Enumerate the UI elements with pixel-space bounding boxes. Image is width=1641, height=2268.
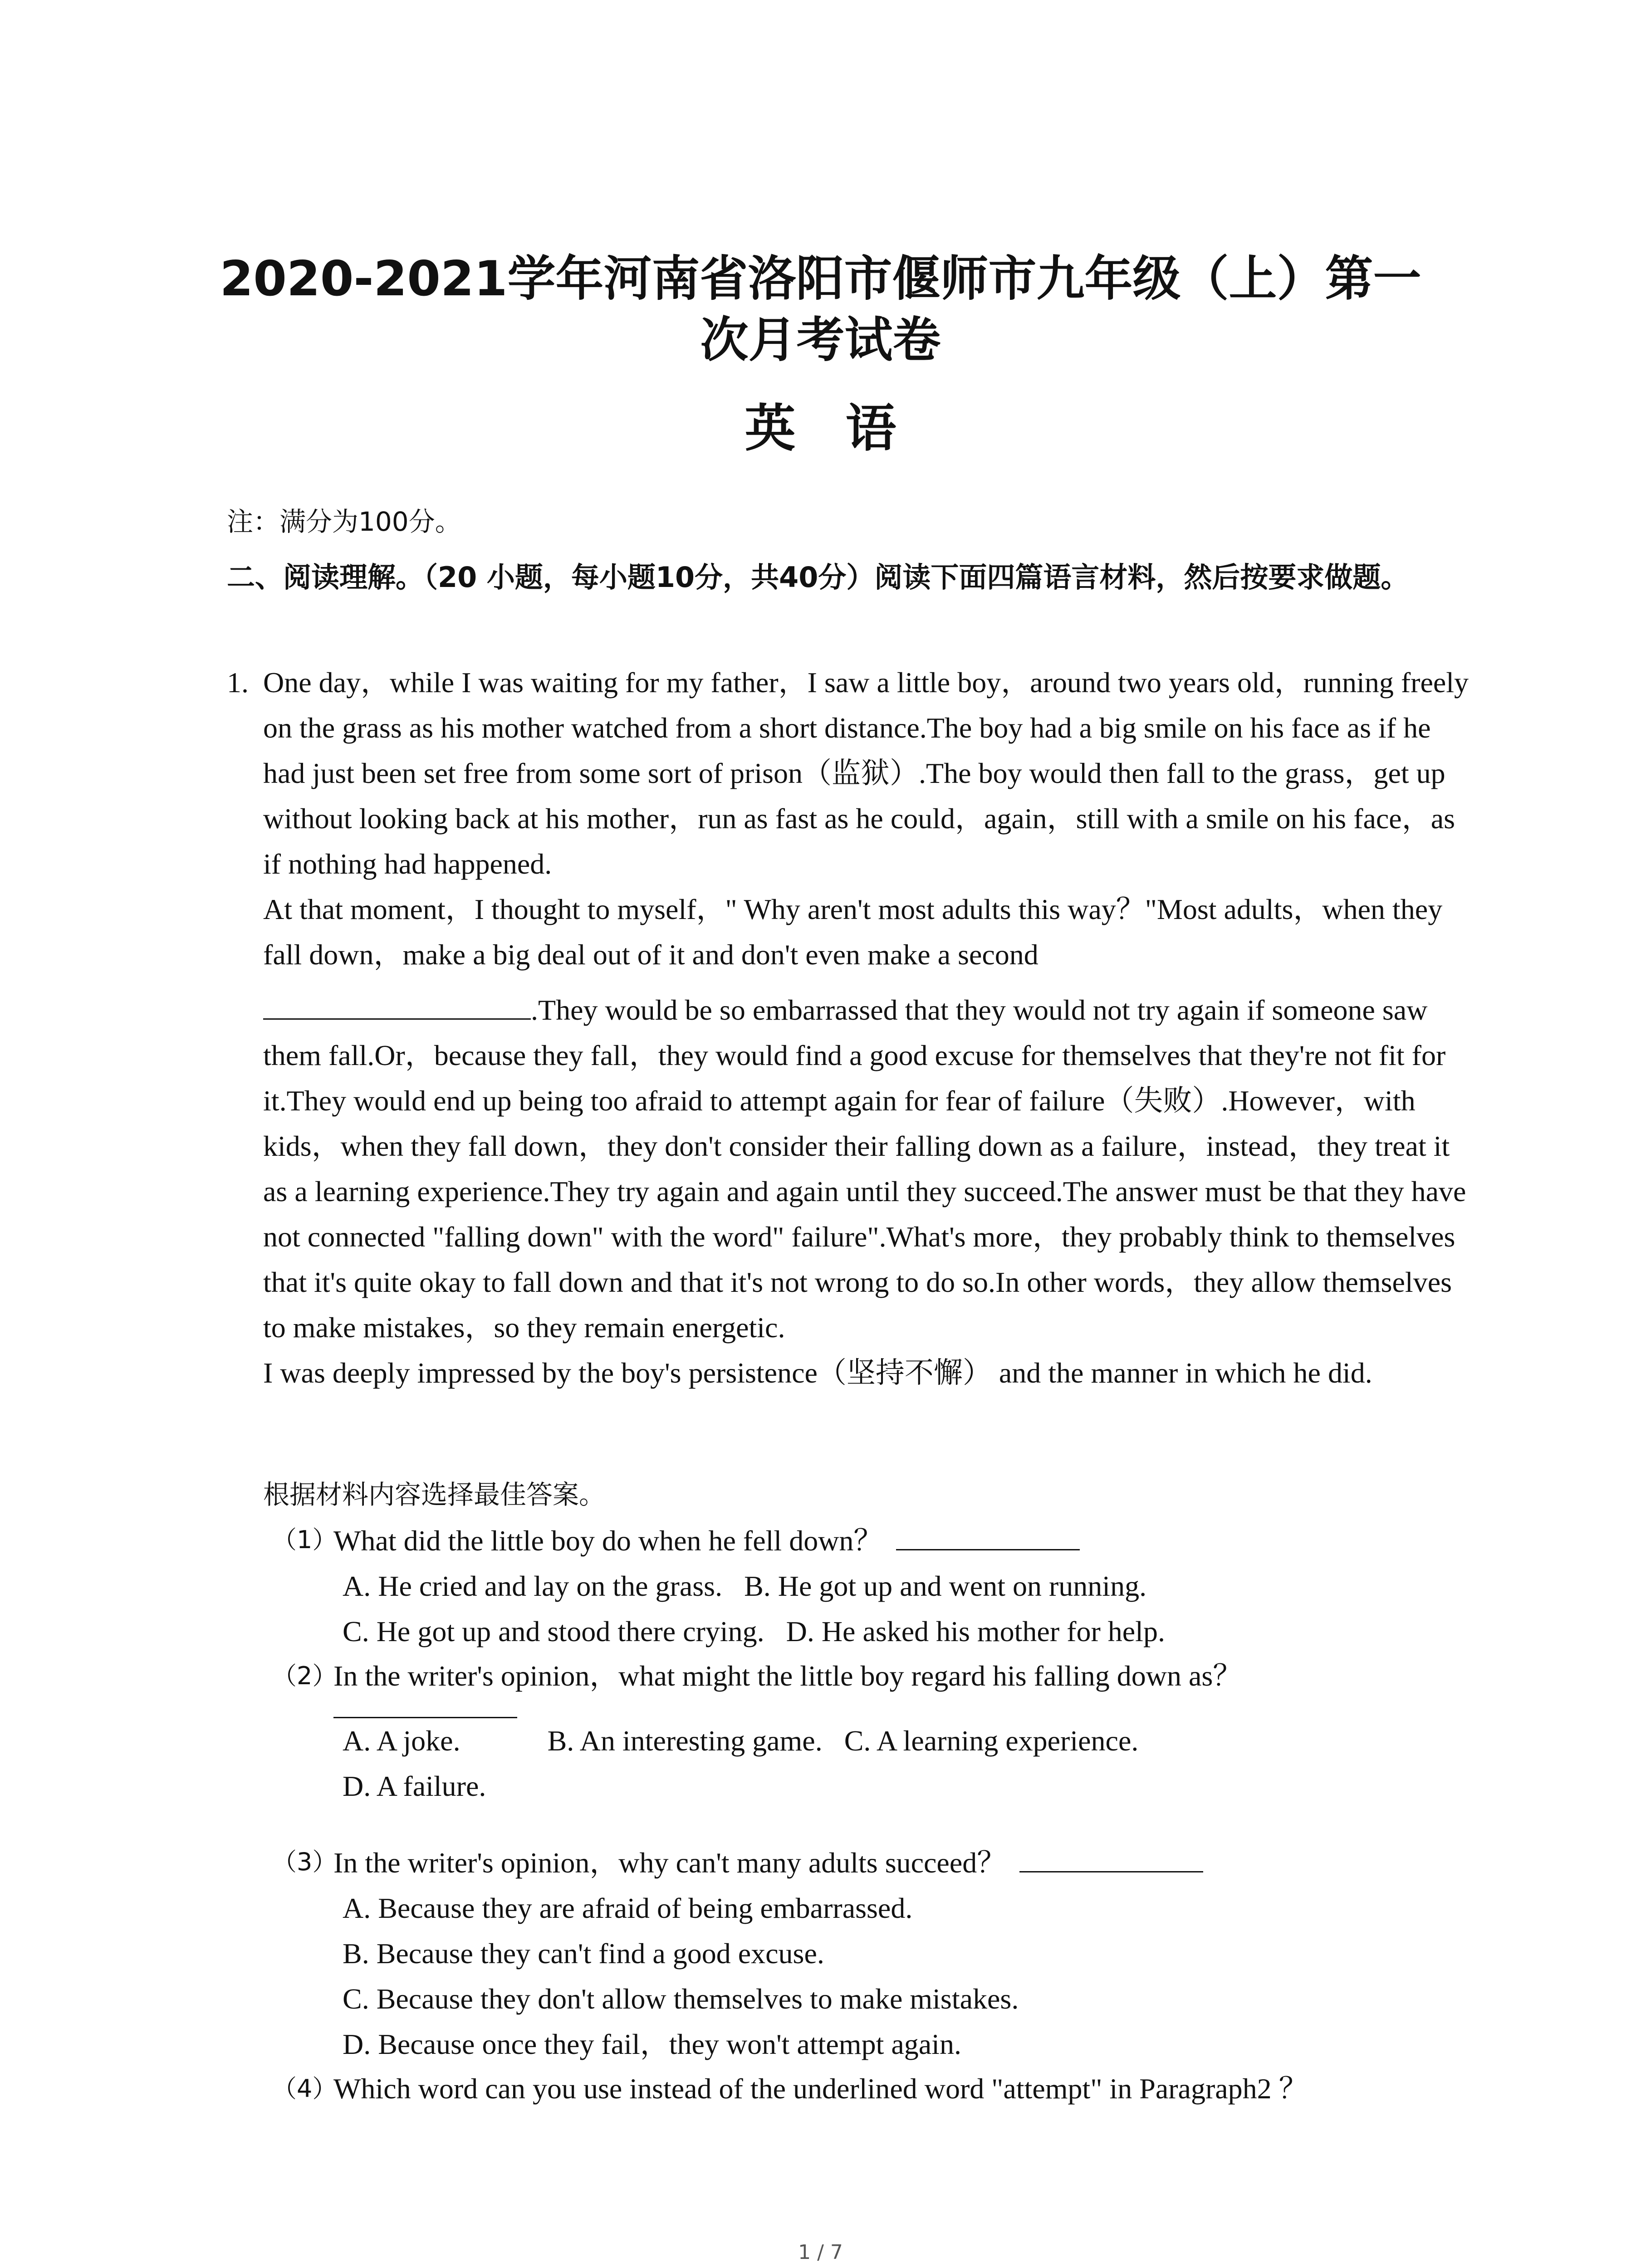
option-line: D. A failure. bbox=[343, 1770, 486, 1802]
fill-in-blank[interactable] bbox=[263, 982, 531, 1020]
passage-paragraph-2-part-2: .They would be so embarrassed that they would not try again if someone saw them fall.Or，because they fall，they would find a good excuse for themselves that they're not fit for it.They would end up being too afraid to attempt again for fear of failure（失败）.However，with kids，when they fall down，they don't consider their falling down as a failure，instead，they treat it as a learning experience.They try again and again until they succeed.The answer must be that they have not connected "falling down" with the word" failure".What's more，they probably think to themselves that it's quite okay to fall down and that it's not wrong to do so.In other words，they allow themselves to make mistakes，so they remain energetic. bbox=[263, 994, 1466, 1344]
passage-paragraph-2-part-1: At that moment，I thought to myself，" Why aren't most adults this way？"Most adults，when they fall down，make a big deal out of it and don't even make a second bbox=[263, 893, 1443, 971]
question-stem bbox=[333, 1839, 1470, 1886]
option-line: A. A joke. B. An interesting game. C. A learning experience. bbox=[343, 1725, 1139, 1757]
question-3 bbox=[272, 1839, 1470, 2067]
question-2 bbox=[272, 1653, 1470, 1809]
answer-blank[interactable] bbox=[1019, 1839, 1203, 1872]
answer-options bbox=[343, 1718, 1470, 1809]
question-label: （4） bbox=[272, 2074, 337, 2103]
option-line: D. Because once they fail，they won't attempt again. bbox=[343, 2028, 961, 2060]
passage-paragraph-3: I was deeply impressed by the boy's persistence（坚持不懈） and the manner in which he did. bbox=[263, 1357, 1372, 1389]
option-line: C. Because they don't allow themselves to make mistakes. bbox=[343, 1983, 1019, 2015]
passage-paragraph-1: One day，while I was waiting for my father，I saw a little boy，around two years old，running freely on the grass as his mother watched from a short distance.The boy had a big smile on his face as if he had just been set free from some sort of prison（监狱）.The boy would then fall to the grass，get up without looking back at his mother，run as fast as he could，again，still with a smile on his face，as if nothing had happened. bbox=[263, 666, 1469, 880]
question-label: （1） bbox=[272, 1525, 337, 1554]
question-label: （3） bbox=[272, 1848, 337, 1876]
passage-paragraph-2 bbox=[263, 887, 1470, 1350]
option-line: B. Because they can't find a good excuse. bbox=[343, 1937, 824, 1970]
option-line: A. He cried and lay on the grass. B. He got up and went on running. bbox=[343, 1570, 1147, 1602]
question-1 bbox=[272, 1517, 1470, 1654]
question-text: In the writer's opinion，what might the little boy regard his falling down as？ bbox=[333, 1660, 1242, 1692]
question-stem bbox=[333, 2066, 1470, 2112]
question-text: In the writer's opinion，why can't many adults succeed？ bbox=[333, 1847, 1006, 1879]
subject-heading: 英语 bbox=[745, 399, 946, 458]
question-stem bbox=[333, 1653, 1470, 1699]
option-line: A. Because they are afraid of being embarrassed. bbox=[343, 1892, 913, 1924]
question-instruction: 根据材料内容选择最佳答案。 bbox=[263, 1479, 606, 1510]
answer-options bbox=[343, 1886, 1470, 2067]
passage-number: 1. bbox=[227, 666, 249, 699]
answer-options bbox=[343, 1564, 1470, 1654]
score-note: 注：满分为100分。 bbox=[227, 506, 461, 537]
question-4 bbox=[272, 2066, 1470, 2112]
reading-passage bbox=[263, 660, 1470, 1396]
exam-title-line-2: 次月考试卷 bbox=[700, 312, 941, 368]
section-heading: 二、阅读理解。（20 小题，每小题10分，共40分）阅读下面四篇语言材料，然后按要求做题。 bbox=[227, 561, 1409, 594]
page-indicator: 1 / 7 bbox=[798, 2241, 843, 2264]
question-label: （2） bbox=[272, 1662, 337, 1690]
question-stem bbox=[333, 1517, 1470, 1564]
question-text: Which word can you use instead of the underlined word "attempt" in Paragraph2 ？ bbox=[333, 2072, 1308, 2105]
answer-blank[interactable] bbox=[896, 1517, 1080, 1550]
question-text: What did the little boy do when he fell down？ bbox=[333, 1525, 883, 1557]
option-line: C. He got up and stood there crying. D. He asked his mother for help. bbox=[343, 1615, 1165, 1647]
exam-title-line-1: 2020-2021学年河南省洛阳市偃师市九年级（上）第一 bbox=[220, 251, 1421, 307]
